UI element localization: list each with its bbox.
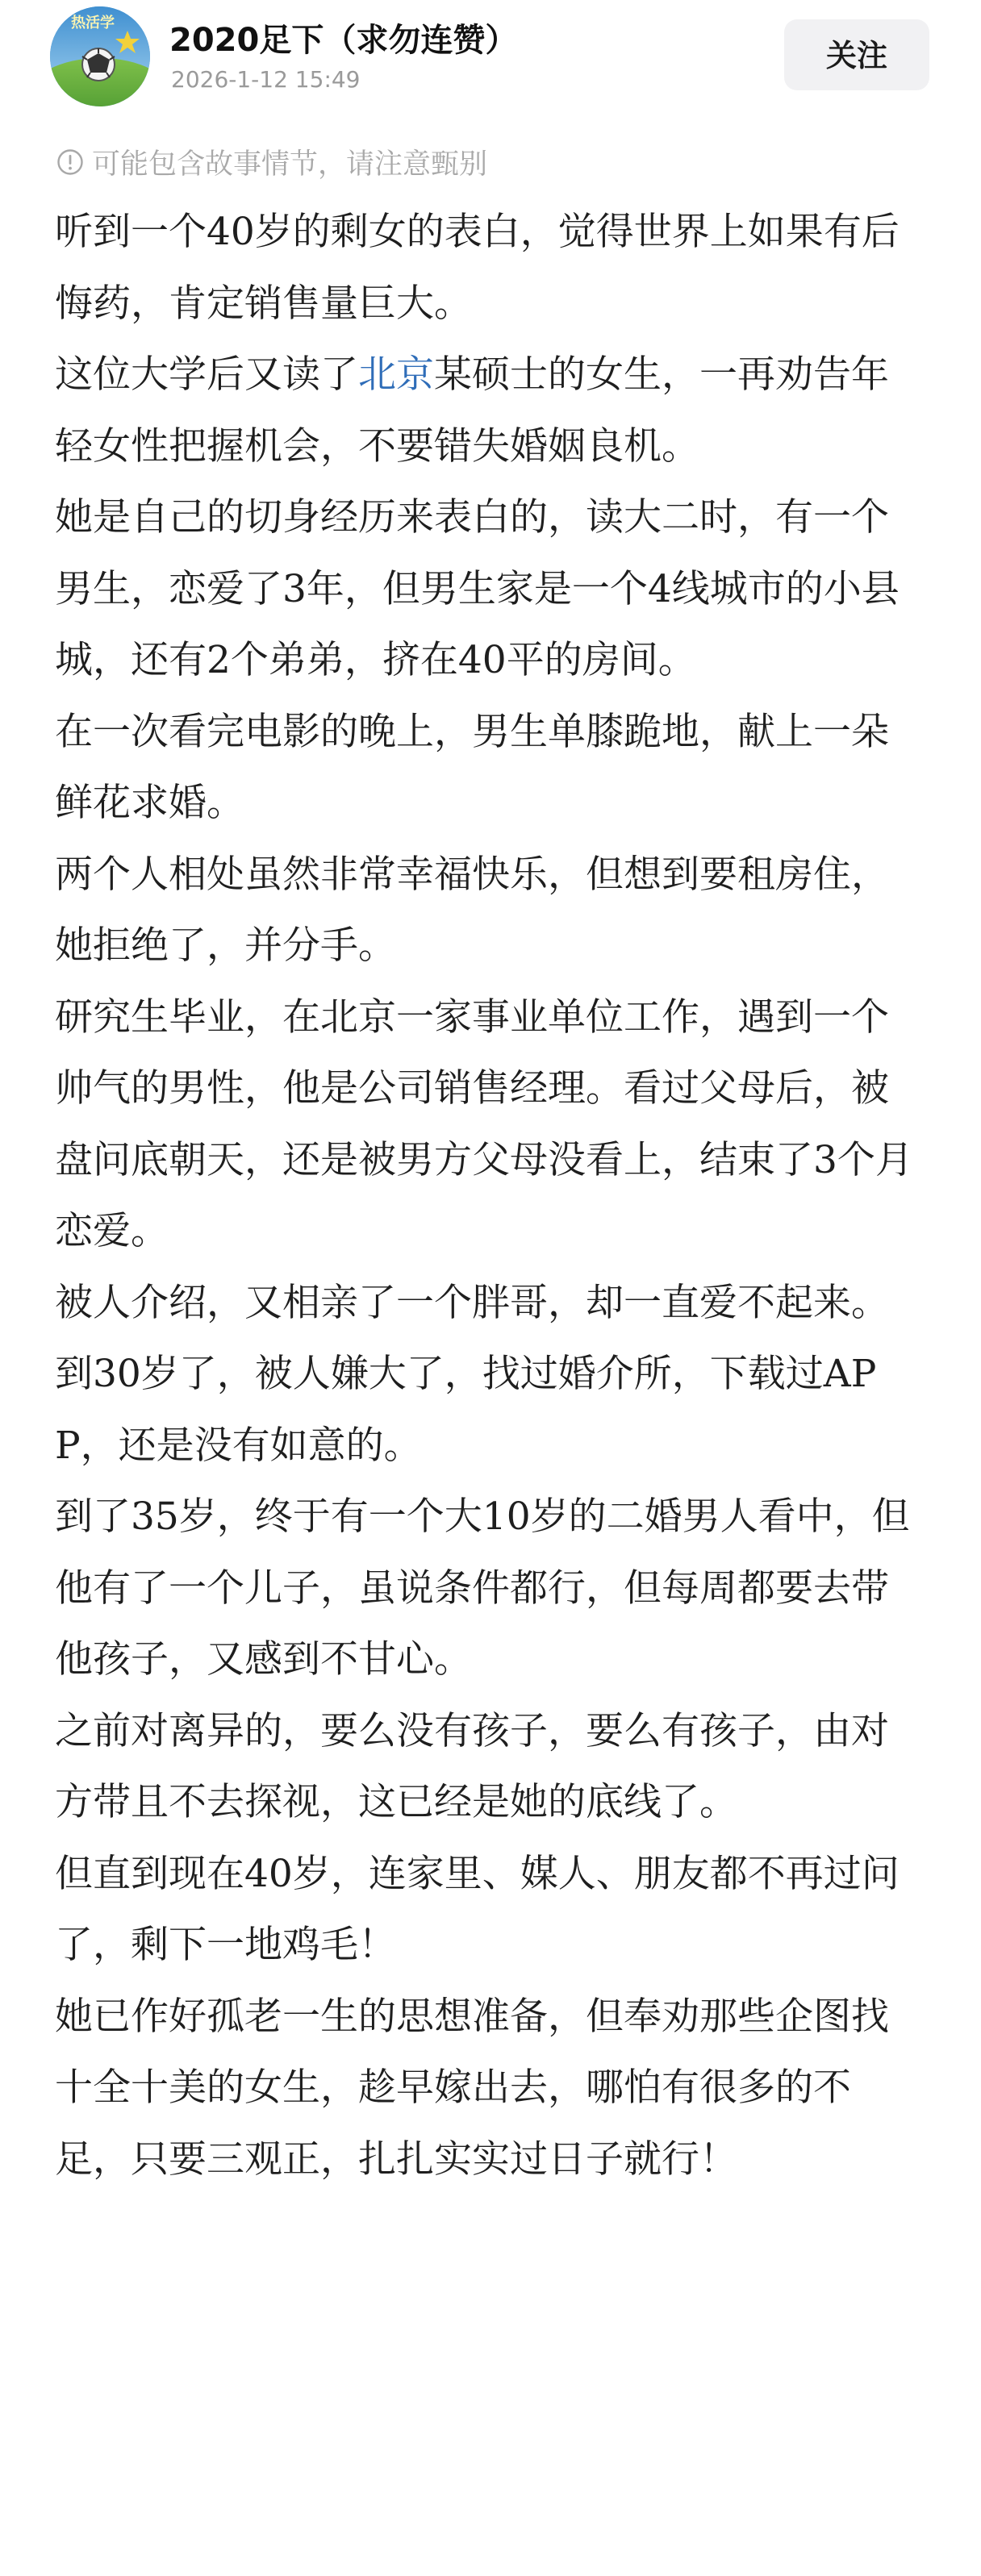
- article-paragraph: 之前对离异的，要么没有孩子，要么有孩子，由对方带且不去探视，这已经是她的底线了。: [55, 1708, 889, 1824]
- content-notice: [56, 142, 487, 182]
- article-paragraph: 两个人相处虽然非常幸福快乐，但想到要租房住，她拒绝了，并分手。: [55, 852, 889, 968]
- post-time: 2026-1-12 15:49: [171, 66, 361, 93]
- paragraph-text: 某硕士的女生，一再劝告年轻女性把握机会，不要错失婚姻良机。: [55, 352, 889, 469]
- avatar-badge: 热活学: [71, 15, 115, 31]
- author-name[interactable]: 2020足下（求勿连赞）: [169, 22, 518, 59]
- article-paragraph: 她已作好孤老一生的思想准备，但奉劝那些企图找十全十美的女生，趁早嫁出去，哪怕有很多的不足，只要三观正，扎扎实实过日子就行！: [55, 1994, 889, 2182]
- article-paragraph: 在一次看完电影的晚上，男生单膝跪地，献上一朵鲜花求婚。: [55, 709, 889, 825]
- article-paragraph: 听到一个40岁的剩女的表白，觉得世界上如果有后悔药，肯定销售量巨大。: [55, 210, 900, 326]
- article-paragraph: 但直到现在40岁，连家里、媒人、朋友都不再过问了，剩下一地鸡毛！: [55, 1851, 900, 1967]
- follow-button[interactable]: 关注: [784, 19, 929, 90]
- post-header: [0, 0, 981, 121]
- paragraph-text: 这位大学后又读了: [55, 352, 358, 397]
- article-paragraph-with-link: [55, 340, 926, 482]
- article-body: [55, 197, 926, 2195]
- article-paragraph: 研究生毕业，在北京一家事业单位工作，遇到一个帅气的男性，他是公司销售经理。看过父母后，被盘问底朝天，还是被男方父母没看上，结束了3个月恋爱。: [55, 994, 913, 1253]
- avatar[interactable]: [50, 6, 150, 106]
- info-circle-icon: [56, 148, 84, 176]
- article-paragraph: 到了35岁，终于有一个大10岁的二婚男人看中，但他有了一个儿子，虽说条件都行，但每周都要去带他孩子，又感到不甘心。: [55, 1494, 910, 1682]
- location-link[interactable]: 北京: [358, 352, 434, 397]
- article-paragraph: 被人介绍，又相亲了一个胖哥，却一直爱不起来。: [55, 1280, 889, 1325]
- notice-text: 可能包含故事情节，请注意甄别: [92, 148, 488, 181]
- article-paragraph: 她是自己的切身经历来表白的，读大二时，有一个男生，恋爱了3年，但男生家是一个4线城市的小县城，还有2个弟弟，挤在40平的房间。: [55, 495, 900, 682]
- article-paragraph: 到30岁了，被人嫌大了，找过婚介所，下载过APP，还是没有如意的。: [55, 1352, 877, 1468]
